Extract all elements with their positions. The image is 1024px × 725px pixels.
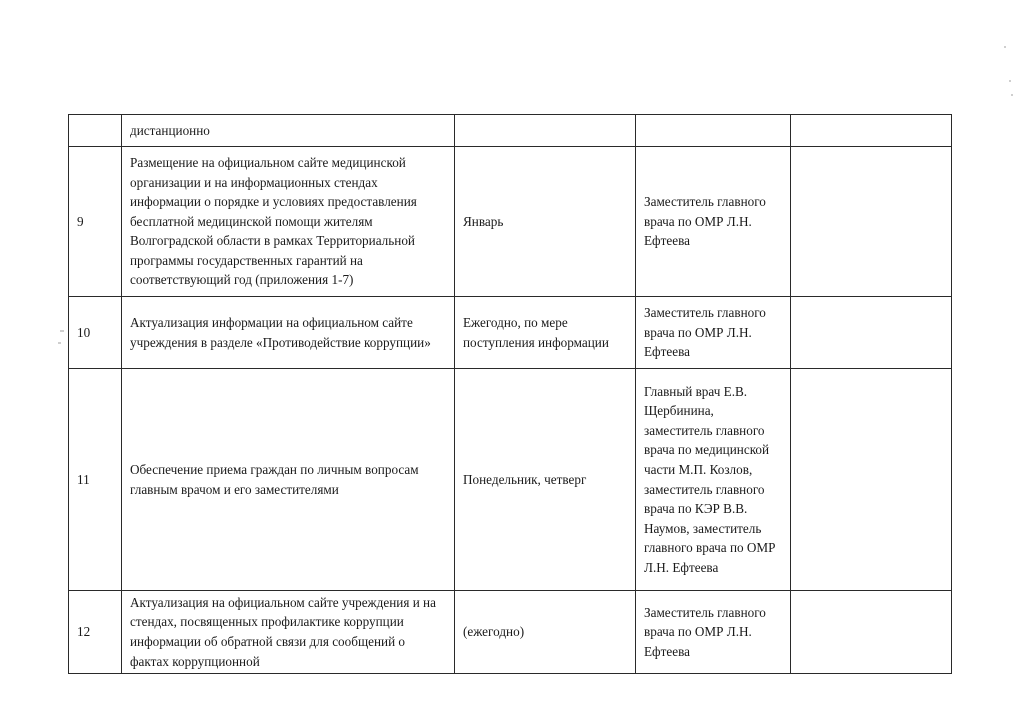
row-number: 9 (69, 147, 122, 297)
table-row (69, 591, 952, 674)
task-cell: Актуализация информации на официальном сайте учреждения в разделе «Противодействие коррупции» (122, 297, 455, 369)
task-cell: Обеспечение приема граждан по личным вопросам главным врачом и его заместителями (122, 369, 455, 591)
deadline-cell (455, 115, 636, 147)
row-number (69, 115, 122, 147)
row-number: 12 (69, 591, 122, 674)
note-cell (791, 591, 952, 674)
scan-speck (1004, 46, 1006, 48)
responsible-cell: Главный врач Е.В. Щербинина, заместитель главного врача по медицинской части М.П. Козлов, заместитель главного врача по КЭР В.В. Наумов, заместитель главного врача по ОМР Л.Н. Ефтеева (636, 369, 791, 591)
scan-speck (60, 330, 64, 332)
row-number: 10 (69, 297, 122, 369)
responsible-cell: Заместитель главного врача по ОМР Л.Н. Ефтеева (636, 591, 791, 674)
responsible-cell: Заместитель главного врача по ОМР Л.Н. Ефтеева (636, 297, 791, 369)
note-cell (791, 369, 952, 591)
task-cell: дистанционно (122, 115, 455, 147)
table-row (69, 369, 952, 591)
task-cell: Актуализация на официальном сайте учреждения и на стендах, посвященных профилактике коррупции информации об обратной связи для сообщений о фактах коррупционной (122, 591, 455, 674)
scan-speck (58, 342, 61, 344)
responsible-cell (636, 115, 791, 147)
deadline-cell: Понедельник, четверг (455, 369, 636, 591)
deadline-cell: (ежегодно) (455, 591, 636, 674)
task-cell: Размещение на официальном сайте медицинской организации и на информационных стендах информации о порядке и условиях предоставления бесплатной медицинской помощи жителям Волгоградской области в рамках Территориальной программы государственных гарантий на соответствующий год (приложения 1-7) (122, 147, 455, 297)
scan-speck (1009, 80, 1011, 82)
responsible-cell: Заместитель главного врача по ОМР Л.Н. Ефтеева (636, 147, 791, 297)
deadline-cell: Январь (455, 147, 636, 297)
row-number: 11 (69, 369, 122, 591)
note-cell (791, 147, 952, 297)
table-row (69, 115, 952, 147)
table-row (69, 297, 952, 369)
table-row (69, 147, 952, 297)
scan-speck (1011, 94, 1013, 96)
deadline-cell: Ежегодно, по мере поступления информации (455, 297, 636, 369)
plan-table (68, 114, 952, 674)
note-cell (791, 115, 952, 147)
note-cell (791, 297, 952, 369)
